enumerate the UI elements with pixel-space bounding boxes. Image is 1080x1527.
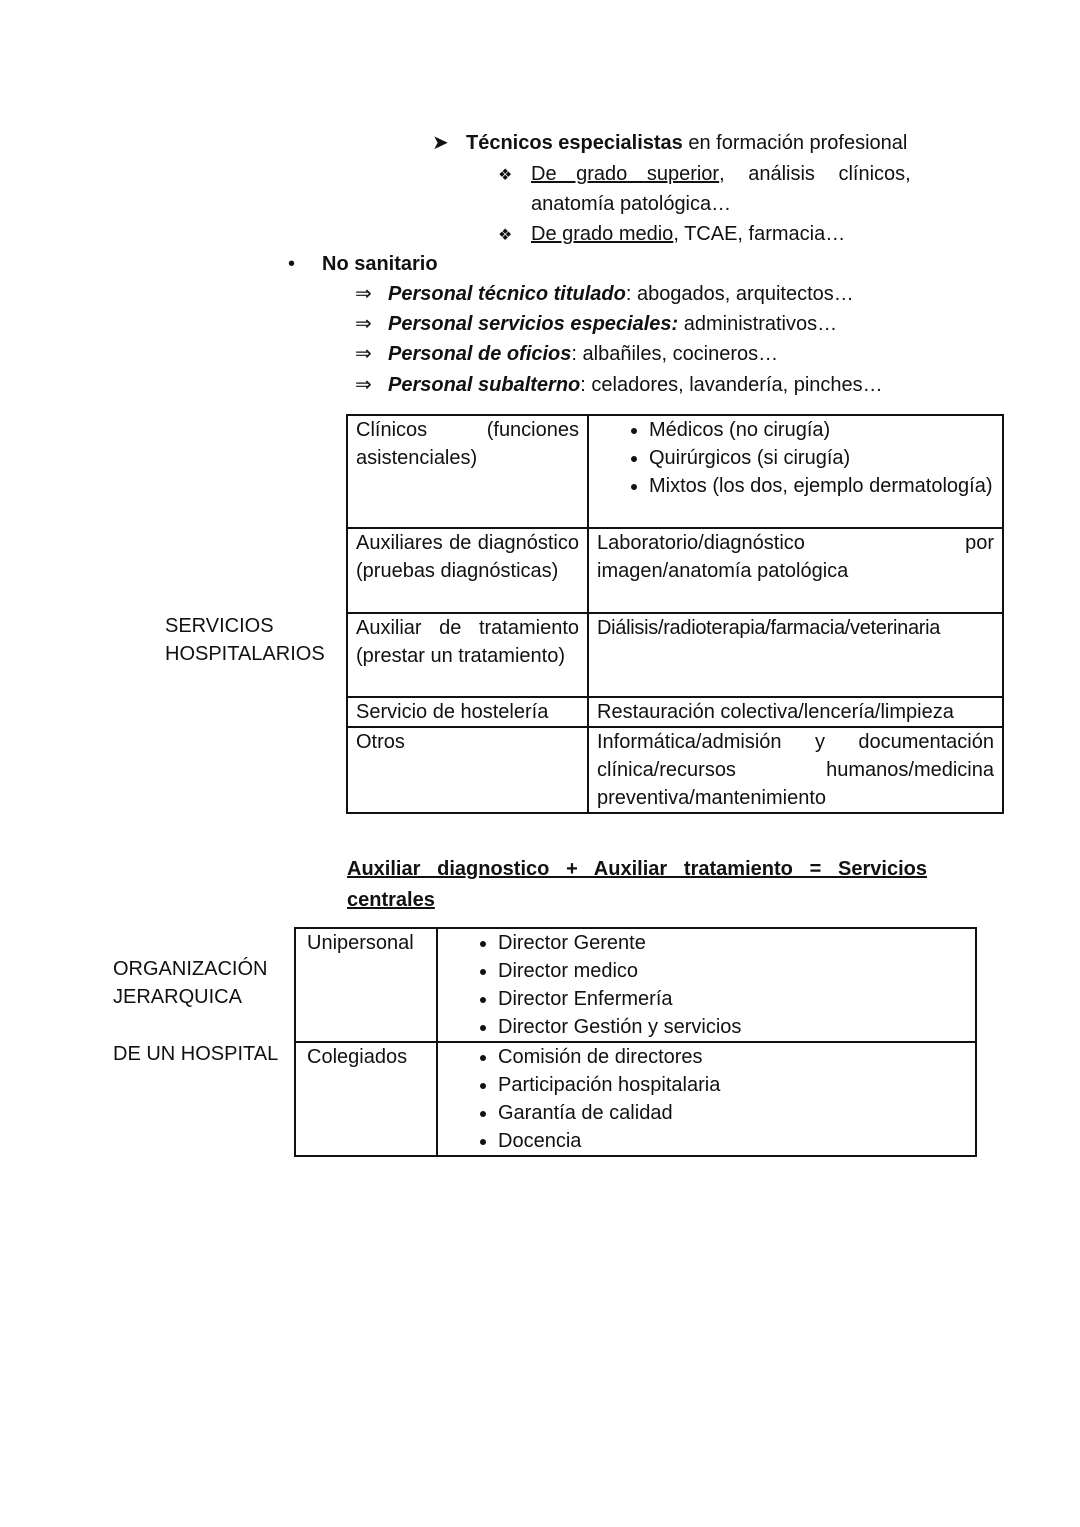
servicios-table (346, 414, 1004, 814)
table-row (295, 928, 976, 1042)
double-arrow-icon: ⇒ (355, 283, 372, 305)
organizacion-label-line: ORGANIZACIÓN (113, 958, 268, 980)
service-type-cell: Auxiliar de tratamiento (prestar un tratamiento) (347, 613, 588, 697)
service-type-cell: Clínicos (funciones asistenciales) (347, 415, 588, 528)
item-rest: , TCAE, farmacia… (673, 223, 846, 245)
organ-type-cell: Unipersonal (295, 928, 437, 1042)
list-item: • Garantía de calidad (498, 1099, 967, 1127)
item-rest: administrativos… (678, 313, 838, 335)
double-arrow-icon: ⇒ (355, 343, 372, 365)
table-row (295, 1042, 976, 1156)
item-bold: Personal técnico titulado (388, 283, 626, 305)
list-item: • Comisión de directores (498, 1043, 967, 1071)
service-desc-cell: Laboratorio/diagnóstico por imagen/anatomía patológica (588, 528, 1003, 613)
item-underlined: De grado medio (531, 223, 674, 245)
organ-members-cell (437, 1042, 976, 1156)
double-arrow-icon: ⇒ (355, 374, 372, 396)
list-item: • Mixtos (los dos, ejemplo dermatología) (649, 472, 994, 500)
item-rest: : celadores, lavandería, pinches… (580, 374, 883, 396)
no-sanitario-title: No sanitario (322, 253, 438, 275)
list-item: • Participación hospitalaria (498, 1071, 967, 1099)
list-item: • Director medico (498, 957, 967, 985)
service-desc-cell: Diálisis/radioterapia/farmacia/veterinaria (588, 613, 1003, 697)
service-type-cell: Auxiliares de diagnóstico (pruebas diagnósticas) (347, 528, 588, 613)
organ-members-cell (437, 928, 976, 1042)
table-row (347, 697, 1003, 727)
arrowhead-bullet-icon: ➤ (432, 132, 449, 154)
organizacion-label (113, 955, 278, 1068)
list-item: • Quirúrgicos (si cirugía) (649, 444, 994, 472)
service-type-cell: Otros (347, 727, 588, 813)
service-desc-cell: Restauración colectiva/lencería/limpieza (588, 697, 1003, 727)
organizacion-label-line: JERARQUICA (113, 986, 242, 1008)
no-sanitario-item (355, 371, 883, 399)
tecnicos-item-superior (498, 160, 928, 190)
tecnicos-title-bold: Técnicos especialistas (466, 132, 683, 154)
item-rest: , análisis clínicos, (719, 163, 911, 185)
no-sanitario-item (355, 310, 837, 338)
double-arrow-icon: ⇒ (355, 313, 372, 335)
service-type-cell: Servicio de hostelería (347, 697, 588, 727)
organ-type-cell: Colegiados (295, 1042, 437, 1156)
item-rest: : albañiles, cocineros… (571, 343, 779, 365)
table-row (347, 727, 1003, 813)
diamond-bullet-icon: ❖ (498, 227, 513, 244)
service-desc-cell: Informática/admisión y documentación clínica/recursos humanos/medicina preventiva/mantenimiento (588, 727, 1003, 813)
no-sanitario-item (355, 340, 778, 368)
servicios-label-line: HOSPITALARIOS (165, 643, 325, 665)
list-item: • Director Gerente (498, 929, 967, 957)
organizacion-label-line: DE UN HOSPITAL (113, 1043, 279, 1065)
servicios-label (165, 612, 325, 668)
no-sanitario-item (355, 280, 854, 308)
item-bold: Personal subalterno (388, 374, 581, 396)
item-bold: Personal servicios especiales: (388, 313, 679, 335)
list-item: • Médicos (no cirugía) (649, 416, 994, 444)
no-sanitario-heading (288, 250, 438, 278)
item-rest: : abogados, arquitectos… (625, 283, 854, 305)
tecnicos-heading (432, 129, 907, 157)
servicios-label-line: SERVICIOS (165, 615, 274, 637)
servicios-centrales-formula: Auxiliar diagnostico + Auxiliar tratamiento = Servicios centrales (347, 858, 927, 911)
table-row (347, 613, 1003, 697)
list-item: • Docencia (498, 1127, 967, 1155)
list-item: • Director Gestión y servicios (498, 1013, 967, 1041)
table-row (347, 528, 1003, 613)
table-row (347, 415, 1003, 528)
list-item: • Director Enfermería (498, 985, 967, 1013)
tecnicos-item-medio (498, 220, 845, 250)
item-underlined: De grado superior (531, 163, 720, 185)
bullet-icon: • (288, 253, 296, 275)
diamond-bullet-icon: ❖ (498, 167, 513, 184)
item-bold: Personal de oficios (388, 343, 572, 365)
organizacion-table (294, 927, 977, 1157)
item-continuation: anatomía patológica… (531, 193, 732, 215)
tecnicos-title-rest: en formación profesional (682, 132, 908, 154)
service-desc-cell (588, 415, 1003, 528)
